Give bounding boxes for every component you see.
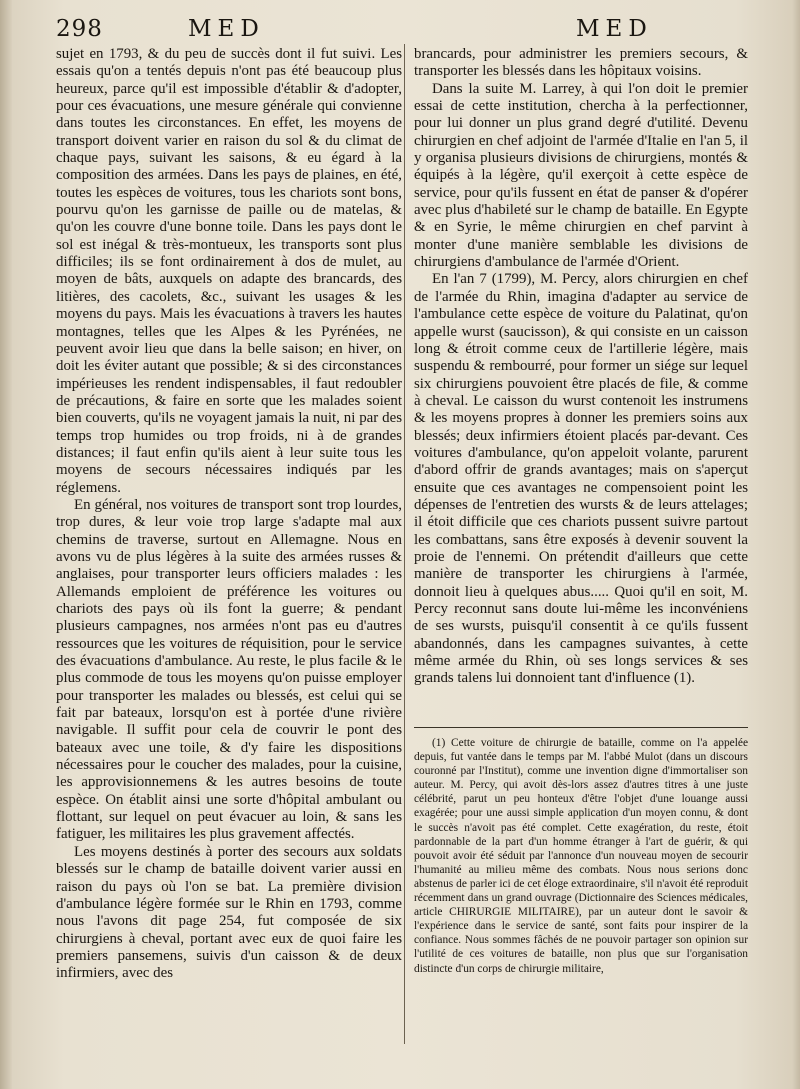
footnote-text: (1) Cette voiture de chirurgie de bataille, comme on l'a appelée depuis, fut vantée dans le temps par M. l'abbé Mulot (dans un discours couronné par l'Institut), comme une invention digne d'immortaliser son auteur. M. Percy, qui avoit dès-lors assez d'autres titres à une juste célébrité, parut un peu honteux d'être l'objet d'une louange aussi exagérée; pour une aussi simple application d'un moyen connu, & dont le succès n'avoit pas été complet. Cette exagération, du reste, étoit pardonnable de la part d'un homme étranger à l'art de guérir, & qui pouvoit avoir été séduit par l'annonce d'un nouveau moyen de secourir l'humanité au milieu même des combats. Nous nous serions donc abstenus de parler ici de cet éloge extraordinaire, s'il n'avoit été reproduit récemment dans un grand ouvrage (Dictionnaire des Sciences médicales, article CHIRURGIE MILITAIRE), par un auteur dont le savoir & l'expérience dans le service de santé, sont faits pour inspirer de la confiance. Nous sommes fâchés de ne pouvoir partager son opinion sur l'utilité de ces voitures de bataille, non plus que sur l'organisation distincte d'un corps de chirurgie militaire,: [414, 737, 748, 975]
right-paragraph-3: En l'an 7 (1799), M. Percy, alors chirurgien en chef de l'armée du Rhin, imagina d'adapter au service de l'ambulance cette espèce de voiture du Palatinat, qu'on appelle wurst (saucisson), & qui consiste en un caisson long & étroit comme ceux de l'artillerie légère, mais suspendu & rembourré, pour former un siége sur lequel six chirurgiens pouvoient être placés de file, & comme à cheval. Le caisson du wurst contenoit les instrumens & les moyens propres à donner les premiers soins aux blessés; deux infirmiers étoient placés par-devant. Ces voitures d'ambulance, qu'on appeloit volante, parurent d'abord offrir de grands avantages; mais on s'aperçut ensuite que ces avantages ne compensoient point les dépenses de l'entretien des wursts & de leurs attelages; il étoit difficile que ces chariots pussent suivre partout les combattans, sans être exposés à devenir souvent la proie de l'ennemi. On prétendit d'ailleurs que cette manière de transporter les chirurgiens à l'armée, donnoit lieu à quelques abus..... Quoi qu'il en soit, M. Percy reconnut sans doute lui-même les inconvéniens de ses wursts, puisqu'il consentit à ce qu'ils fussent abandonnés, dans les campagnes suivantes, à cette même armée du Rhin, où ses longs services & ses grands talens lui donnoient tant d'influence (1).: [414, 271, 748, 687]
left-column: [56, 46, 402, 983]
page-number: 298: [56, 16, 103, 42]
right-paragraph-1: brancards, pour administrer les premiers secours, & transporter les blessés dans les hôpitaux voisins.: [414, 46, 748, 80]
footnote-rule: [414, 727, 748, 728]
left-paragraph-2: En général, nos voitures de transport sont trop lourdes, trop dures, & leur voie trop large s'adapte mal aux chemins de traverse, surtout en Allemagne. Nous en avons vu de plus légères à la suite des armées russes & anglaises, pour transporter leurs officiers malades : les Allemands emploient de préférence les voitures ou chariots des pays où ils font la guerre; & pendant plusieurs campagnes, nos armées n'ont pas eu d'autres ressources que les voitures de réquisition, pour le service des évacuations d'ambulance. Au reste, le plus facile & le plus commode de tous les moyens qu'on puisse employer pour transporter les malades ou blessés, est celui qui se fait par bateaux, lorsqu'on est à portée d'une rivière navigable. Il suffit pour cela de couvrir le pont des bateaux avec une toile, & d'y faire les dispositions nécessaires pour le coucher des malades, pour la cuisine, les approvisionnemens & les autres besoins de toute espèce. On établit ainsi une sorte d'hôpital ambulant ou flottant, sur lequel on peut évacuer au loin, & sans les fatiguer, les militaires les plus gravement affectés.: [56, 496, 402, 843]
column-divider: [404, 44, 405, 1044]
right-column: [414, 46, 748, 688]
right-paragraph-2: Dans la suite M. Larrey, à qui l'on doit le premier essai de cette institution, chercha à la perfectionner, pour lui donner un plus grand degré d'utilité. Devenu chirurgien en chef adjoint de l'armée d'Italie en l'an 5, il y organisa plusieurs divisions de chirurgiens, montés & équipés à la légère, qu'il exerçoit à cette espèce de service, pour qu'ils fussent en état de panser & d'opérer avec plus d'habileté sur le champ de bataille. En Egypte & en Syrie, le même chirurgien en chef parvint à monter d'une manière semblable les divisions de chirurgiens d'ambulance de l'armée d'Orient.: [414, 80, 748, 271]
left-paragraph-3: Les moyens destinés à porter des secours aux soldats blessés sur le champ de bataille doivent varier aussi en raison du pays où l'on se bat. La première division d'ambulance légère formée sur le Rhin en 1793, comme nous l'avons dit page 254, fut composée de six chirurgiens à cheval, portant avec eux de quoi faire les premiers pansemens, suivis d'un caisson & de deux infirmiers, avec des: [56, 843, 402, 982]
page-header: [56, 14, 770, 48]
page-edge-left: [0, 0, 12, 1089]
footnote: [414, 736, 748, 976]
left-paragraph-1: sujet en 1793, & du peu de succès dont il fut suivi. Les essais qu'on a tentés depuis n'ont pas été beaucoup plus heureux, parce qu'il est impossible d'établir & d'adopter, pour ces évacuations, une mesure générale qui convienne dans toutes les circonstances. En effet, les moyens de transport doivent varier en raison du sol & du climat de chaque pays, suivant les saisons, & eu égard à la composition des armées. Dans les pays de plaines, en été, toutes les espèces de voitures, tous les chariots sont bons, pourvu qu'on les garnisse de paille ou de matelas, & qu'on les couvre d'une bonne toile. Dans les pays dont le sol est inégal & très-montueux, les transports sont plus difficiles; ils se font ordinairement à dos de mulet, au moyen de bâts, auxquels on adapte des brancards, des litières, des cacolets, &c., suivant les usages & les moyens du pays. Mais les évacuations à travers les hautes montagnes, telles que les Alpes & les Pyrénées, ne peuvent avoir lieu que dans la belle saison; en hiver, on doit les éviter autant que possible; & si des circonstances impérieuses les rendent indispensables, il faut redoubler de précautions, & faire en sorte que les malades soient bien couverts, qu'ils ne voyagent jamais la nuit, ni par des temps trop humides ou trop froids, ni à de grandes distances; il faut enfin qu'ils aient à leur suite tous les moyens de secours nécessaires indiqués par les réglemens.: [56, 46, 402, 496]
running-head-left: MED: [188, 16, 265, 42]
running-head-right: MED: [576, 16, 653, 42]
page-edge-right: [792, 0, 800, 1089]
